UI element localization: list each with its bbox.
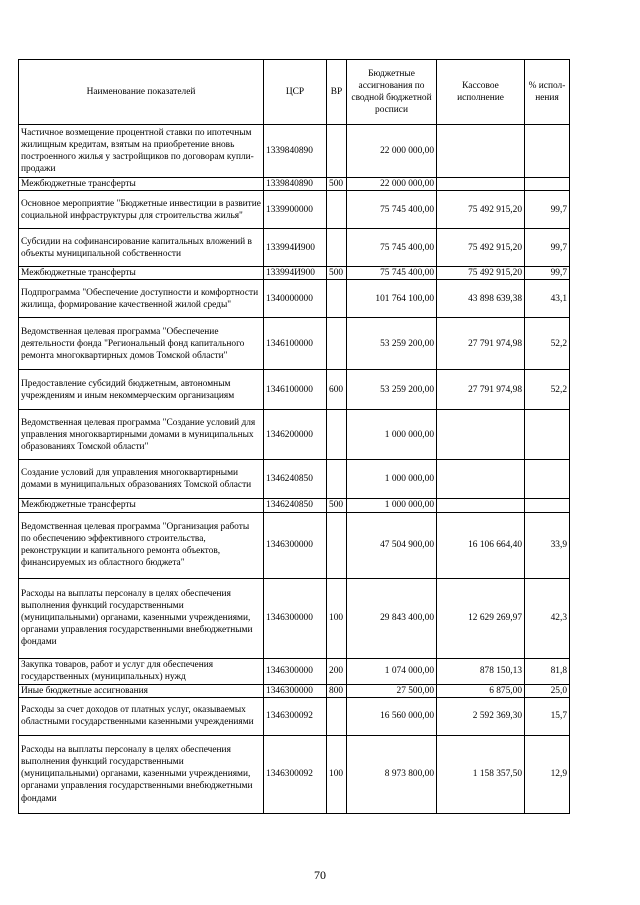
cell-csr: 1346100000 <box>264 370 327 410</box>
header-row <box>19 60 570 125</box>
cell-pct: 42,3 <box>525 578 570 658</box>
cell-cash: 75 492 915,20 <box>437 229 525 267</box>
cell-budget: 1 074 000,00 <box>347 658 437 684</box>
cell-csr: 1346300000 <box>264 658 327 684</box>
cell-budget: 53 259 200,00 <box>347 318 437 370</box>
cell-budget: 22 000 000,00 <box>347 178 437 191</box>
cell-vr: 500 <box>327 267 347 280</box>
cell-name: Основное мероприятие "Бюджетные инвестиции в развитие социальной инфраструктуры для строительства жилья" <box>19 191 264 229</box>
table-row <box>19 735 570 813</box>
cell-pct: 99,7 <box>525 191 570 229</box>
cell-vr <box>327 229 347 267</box>
cell-csr: 1346300092 <box>264 735 327 813</box>
table-row <box>19 460 570 499</box>
table-row <box>19 512 570 578</box>
cell-vr <box>327 280 347 318</box>
cell-csr: 1346300000 <box>264 684 327 697</box>
cell-csr: 133994И900 <box>264 267 327 280</box>
cell-cash: 2 592 369,30 <box>437 697 525 735</box>
budget-table <box>18 59 570 814</box>
cell-budget: 27 500,00 <box>347 684 437 697</box>
cell-cash: 27 791 974,98 <box>437 370 525 410</box>
cell-name: Предоставление субсидий бюджетным, автономным учреждениям и иным некоммерческим организациям <box>19 370 264 410</box>
cell-vr <box>327 410 347 460</box>
cell-budget: 1 000 000,00 <box>347 460 437 499</box>
table-body <box>19 125 570 814</box>
cell-name: Частичное возмещение процентной ставки по ипотечным жилищным кредитам, взятым на приобретение вновь построенного жилья у застройщиков по договорам купли-продажи <box>19 125 264 178</box>
table-row <box>19 578 570 658</box>
cell-name: Ведомственная целевая программа "Обеспечение деятельности фонда "Региональный фонд капитального ремонта многоквартирных домов Томской области" <box>19 318 264 370</box>
cell-cash: 75 492 915,20 <box>437 267 525 280</box>
cell-pct <box>525 178 570 191</box>
cell-csr: 1339840890 <box>264 125 327 178</box>
cell-cash: 878 150,13 <box>437 658 525 684</box>
cell-vr: 500 <box>327 178 347 191</box>
table-row <box>19 410 570 460</box>
cell-name: Межбюджетные трансферты <box>19 178 264 191</box>
cell-budget: 16 560 000,00 <box>347 697 437 735</box>
cell-csr: 1346300092 <box>264 697 327 735</box>
cell-cash: 6 875,00 <box>437 684 525 697</box>
table-row <box>19 658 570 684</box>
header-vr: ВР <box>327 60 347 125</box>
cell-name: Закупка товаров, работ и услуг для обеспечения государственных (муниципальных) нужд <box>19 658 264 684</box>
cell-cash <box>437 410 525 460</box>
table-row <box>19 499 570 512</box>
cell-pct <box>525 410 570 460</box>
cell-pct: 99,7 <box>525 229 570 267</box>
table-row <box>19 684 570 697</box>
table-row <box>19 125 570 178</box>
cell-pct: 15,7 <box>525 697 570 735</box>
cell-budget: 47 504 900,00 <box>347 512 437 578</box>
header-pct: % испол-нения <box>525 60 570 125</box>
cell-cash: 27 791 974,98 <box>437 318 525 370</box>
cell-csr: 1346240850 <box>264 499 327 512</box>
cell-csr: 1339900000 <box>264 191 327 229</box>
cell-cash <box>437 499 525 512</box>
table-row <box>19 191 570 229</box>
cell-budget: 75 745 400,00 <box>347 191 437 229</box>
cell-csr: 1340000000 <box>264 280 327 318</box>
cell-pct <box>525 499 570 512</box>
cell-cash: 1 158 357,50 <box>437 735 525 813</box>
cell-csr: 1346300000 <box>264 512 327 578</box>
cell-pct <box>525 125 570 178</box>
cell-budget: 1 000 000,00 <box>347 410 437 460</box>
cell-cash <box>437 460 525 499</box>
cell-name: Межбюджетные трансферты <box>19 499 264 512</box>
cell-name: Субсидии на софинансирование капитальных вложений в объекты муниципальной собственности <box>19 229 264 267</box>
header-name: Наименование показателей <box>19 60 264 125</box>
cell-vr: 100 <box>327 735 347 813</box>
cell-vr <box>327 125 347 178</box>
cell-pct: 52,2 <box>525 318 570 370</box>
cell-name: Подпрограмма "Обеспечение доступности и комфортности жилища, формирование качественной жилой среды" <box>19 280 264 318</box>
cell-pct: 43,1 <box>525 280 570 318</box>
cell-budget: 75 745 400,00 <box>347 229 437 267</box>
page-number: 70 <box>314 868 326 882</box>
cell-vr: 500 <box>327 499 347 512</box>
cell-pct: 12,9 <box>525 735 570 813</box>
cell-csr: 1346100000 <box>264 318 327 370</box>
cell-vr <box>327 191 347 229</box>
header-csr: ЦСР <box>264 60 327 125</box>
cell-vr <box>327 460 347 499</box>
cell-budget: 29 843 400,00 <box>347 578 437 658</box>
cell-csr: 133994И900 <box>264 229 327 267</box>
cell-name: Расходы на выплаты персоналу в целях обеспечения выполнения функций государственными (муниципальными) органами, казенными учреждениями, органами управления государственными внебюджетными фондами <box>19 735 264 813</box>
cell-cash <box>437 178 525 191</box>
table-row <box>19 267 570 280</box>
cell-name: Расходы за счет доходов от платных услуг, оказываемых областными государственными казенными учреждениями <box>19 697 264 735</box>
cell-name: Создание условий для управления многоквартирными домами в муниципальных образованиях Томской области <box>19 460 264 499</box>
cell-vr: 100 <box>327 578 347 658</box>
cell-budget: 101 764 100,00 <box>347 280 437 318</box>
cell-pct: 25,0 <box>525 684 570 697</box>
cell-vr <box>327 512 347 578</box>
table-row <box>19 697 570 735</box>
cell-csr: 1346300000 <box>264 578 327 658</box>
cell-csr: 1346240850 <box>264 460 327 499</box>
table-row <box>19 318 570 370</box>
cell-vr: 600 <box>327 370 347 410</box>
table-row <box>19 280 570 318</box>
cell-name: Ведомственная целевая программа "Организация работы по обеспечению эффективного строительства, реконструкции и капитального ремонта объектов, финансируемых из областного бюджета" <box>19 512 264 578</box>
cell-pct: 99,7 <box>525 267 570 280</box>
cell-csr: 1339840890 <box>264 178 327 191</box>
table-row <box>19 178 570 191</box>
cell-budget: 53 259 200,00 <box>347 370 437 410</box>
cell-csr: 1346200000 <box>264 410 327 460</box>
cell-pct: 52,2 <box>525 370 570 410</box>
cell-name: Ведомственная целевая программа "Создание условий для управления многоквартирными домами в муниципальных образованиях Томской области" <box>19 410 264 460</box>
cell-name: Расходы на выплаты персоналу в целях обеспечения выполнения функций государственными (муниципальными) органами, казенными учреждениями, органами управления государственными внебюджетными фондами <box>19 578 264 658</box>
cell-pct: 33,9 <box>525 512 570 578</box>
table-row <box>19 229 570 267</box>
table-row <box>19 370 570 410</box>
cell-cash: 75 492 915,20 <box>437 191 525 229</box>
cell-cash: 12 629 269,97 <box>437 578 525 658</box>
cell-cash <box>437 125 525 178</box>
cell-pct: 81,8 <box>525 658 570 684</box>
cell-budget: 8 973 800,00 <box>347 735 437 813</box>
cell-budget: 75 745 400,00 <box>347 267 437 280</box>
header-budget: Бюджетные ассигнования по сводной бюджетной росписи <box>347 60 437 125</box>
cell-cash: 43 898 639,38 <box>437 280 525 318</box>
cell-budget: 1 000 000,00 <box>347 499 437 512</box>
cell-budget: 22 000 000,00 <box>347 125 437 178</box>
cell-vr <box>327 318 347 370</box>
cell-vr: 200 <box>327 658 347 684</box>
cell-name: Иные бюджетные ассигнования <box>19 684 264 697</box>
cell-name: Межбюджетные трансферты <box>19 267 264 280</box>
header-cash: Кассовое исполнение <box>437 60 525 125</box>
cell-vr: 800 <box>327 684 347 697</box>
cell-pct <box>525 460 570 499</box>
cell-cash: 16 106 664,40 <box>437 512 525 578</box>
cell-vr <box>327 697 347 735</box>
